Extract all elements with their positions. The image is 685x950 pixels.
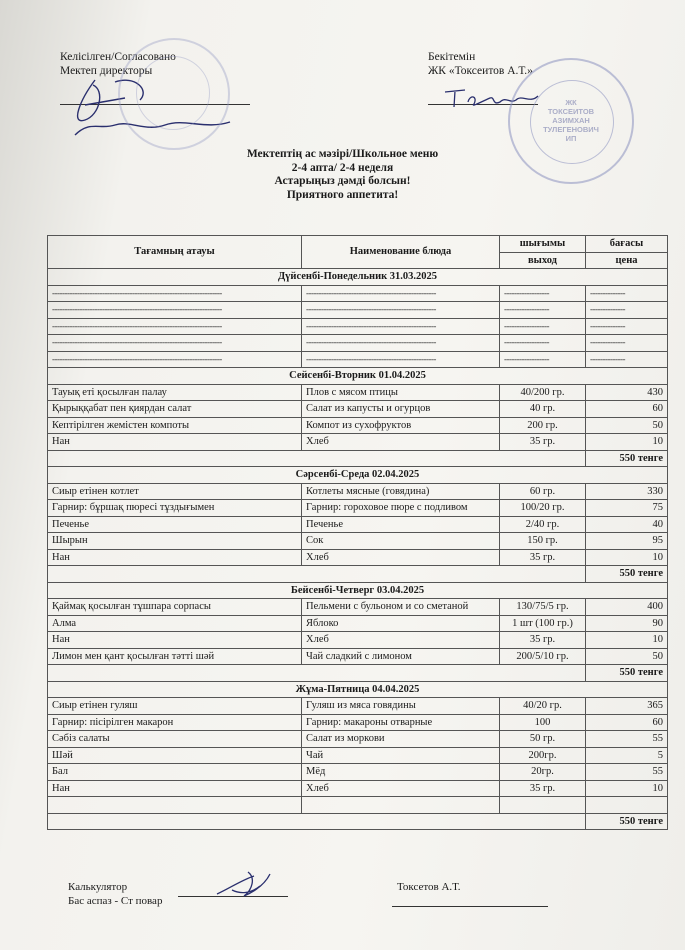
dash-cell: ---------------------------------------------------- bbox=[302, 318, 500, 335]
dish-price: 60 bbox=[586, 714, 668, 731]
day-row-friday bbox=[48, 681, 668, 698]
chef-signature bbox=[212, 868, 282, 902]
dish-output: 150 гр. bbox=[500, 533, 586, 550]
day-title: Дүйсенбі-Понедельник 31.03.2025 bbox=[48, 269, 668, 286]
school-seal bbox=[118, 38, 230, 150]
dish-kz: Қаймақ қосылған тұшпара сорпасы bbox=[48, 599, 302, 616]
chef-label: Бас аспаз - Ст повар bbox=[68, 895, 163, 907]
dish-ru: Чай bbox=[302, 747, 500, 764]
dish-kz: Гарнир: бұршақ пюресі тұздығымен bbox=[48, 500, 302, 517]
table-row bbox=[48, 351, 668, 368]
dish-ru: Яблоко bbox=[302, 615, 500, 632]
stamp-text-2: ТОКСЕИТОВ bbox=[547, 107, 595, 116]
total-row bbox=[48, 566, 668, 583]
director-label: Мектеп директоры bbox=[60, 65, 153, 77]
day-title: Бейсенбі-Четверг 03.04.2025 bbox=[48, 582, 668, 599]
dish-price: 40 bbox=[586, 516, 668, 533]
footer-name: Токсетов А.Т. bbox=[397, 881, 461, 893]
day-row-wednesday bbox=[48, 467, 668, 484]
dish-kz: Сәбіз салаты bbox=[48, 731, 302, 748]
day-row-thursday bbox=[48, 582, 668, 599]
header-price-kz: бағасы bbox=[586, 236, 668, 253]
dish-ru: Котлеты мясные (говядина) bbox=[302, 483, 500, 500]
table-row bbox=[48, 434, 668, 451]
dash-cell: -------------------------------------------------------------------- bbox=[48, 285, 302, 302]
dish-output: 40 гр. bbox=[500, 401, 586, 418]
title-line-1: Мектептің ас мәзірі/Школьное меню bbox=[246, 148, 439, 160]
table-row bbox=[48, 285, 668, 302]
table-row bbox=[48, 549, 668, 566]
total-spacer bbox=[48, 450, 586, 467]
total-row bbox=[48, 813, 668, 830]
dish-kz: Нан bbox=[48, 549, 302, 566]
dish-kz: Нан bbox=[48, 780, 302, 797]
dish-kz: Сиыр етінен котлет bbox=[48, 483, 302, 500]
dish-price: 75 bbox=[586, 500, 668, 517]
header-dish-kz: Тағамның атауы bbox=[48, 236, 302, 269]
dish-output: 35 гр. bbox=[500, 549, 586, 566]
table-row bbox=[48, 384, 668, 401]
dash-cell: -------------------------------------------------------------------- bbox=[48, 335, 302, 352]
table-header-row bbox=[48, 236, 668, 253]
dash-cell: ------------------ bbox=[500, 335, 586, 352]
menu-title bbox=[0, 148, 685, 202]
dish-price: 330 bbox=[586, 483, 668, 500]
table-row bbox=[48, 698, 668, 715]
dish-ru: Плов с мясом птицы bbox=[302, 384, 500, 401]
dish-ru: Хлеб bbox=[302, 632, 500, 649]
empty-cell bbox=[302, 797, 500, 814]
calculator-label: Калькулятор bbox=[68, 881, 128, 893]
dash-cell: ------------------ bbox=[500, 318, 586, 335]
day-total: 550 тенге bbox=[586, 450, 668, 467]
dish-price: 50 bbox=[586, 648, 668, 665]
total-spacer bbox=[48, 665, 586, 682]
total-row bbox=[48, 450, 668, 467]
dish-ru: Гуляш из мяса говядины bbox=[302, 698, 500, 715]
table-row bbox=[48, 731, 668, 748]
table-row bbox=[48, 417, 668, 434]
dish-kz: Печенье bbox=[48, 516, 302, 533]
day-title: Жұма-Пятница 04.04.2025 bbox=[48, 681, 668, 698]
table-row bbox=[48, 632, 668, 649]
table-row bbox=[48, 797, 668, 814]
day-title: Сейсенбі-Вторник 01.04.2025 bbox=[48, 368, 668, 385]
dish-output: 40/20 гр. bbox=[500, 698, 586, 715]
approval-right-block bbox=[428, 50, 533, 78]
table-row bbox=[48, 599, 668, 616]
stamp-text-1: ЖК bbox=[565, 98, 577, 107]
table-row bbox=[48, 318, 668, 335]
dish-output: 200/5/10 гр. bbox=[500, 648, 586, 665]
header-output-kz: шығымы bbox=[500, 236, 586, 253]
dash-cell: ---------------------------------------------------- bbox=[302, 302, 500, 319]
table-row bbox=[48, 500, 668, 517]
dish-ru: Компот из сухофруктов bbox=[302, 417, 500, 434]
dish-ru: Сок bbox=[302, 533, 500, 550]
header-dish-ru: Наименование блюда bbox=[302, 236, 500, 269]
day-row-tuesday bbox=[48, 368, 668, 385]
agreed-label: Келісілген/Согласовано bbox=[60, 51, 176, 63]
dish-price: 55 bbox=[586, 764, 668, 781]
dish-ru: Салат из капусты и огурцов bbox=[302, 401, 500, 418]
dash-cell: -------------------------------------------------------------------- bbox=[48, 351, 302, 368]
dish-ru: Хлеб bbox=[302, 549, 500, 566]
table-row bbox=[48, 747, 668, 764]
empty-cell bbox=[586, 797, 668, 814]
dash-cell: -------------- bbox=[586, 318, 668, 335]
table-row bbox=[48, 516, 668, 533]
dish-price: 10 bbox=[586, 434, 668, 451]
table-row bbox=[48, 764, 668, 781]
empty-cell bbox=[48, 797, 302, 814]
dish-kz: Шырын bbox=[48, 533, 302, 550]
day-total: 550 тенге bbox=[586, 665, 668, 682]
table-row bbox=[48, 302, 668, 319]
dish-kz: Бал bbox=[48, 764, 302, 781]
total-spacer bbox=[48, 813, 586, 830]
dash-cell: -------------------------------------------------------------------- bbox=[48, 318, 302, 335]
dish-price: 60 bbox=[586, 401, 668, 418]
dish-kz: Алма bbox=[48, 615, 302, 632]
approve-label: Бекітемін bbox=[428, 51, 476, 63]
header-output-ru: выход bbox=[500, 252, 586, 269]
footer-left bbox=[68, 880, 162, 908]
dish-price: 10 bbox=[586, 632, 668, 649]
dish-price: 430 bbox=[586, 384, 668, 401]
dish-output: 1 шт (100 гр.) bbox=[500, 615, 586, 632]
title-line-3: Астарыңыз дәмді болсын! bbox=[274, 175, 411, 187]
dash-cell: ------------------ bbox=[500, 302, 586, 319]
table-row bbox=[48, 335, 668, 352]
name-signature-line bbox=[392, 906, 548, 907]
dish-price: 10 bbox=[586, 549, 668, 566]
table-row bbox=[48, 483, 668, 500]
dish-ru: Мёд bbox=[302, 764, 500, 781]
stamp-text-3: АЗИМХАН bbox=[552, 116, 590, 125]
day-title: Сәрсенбі-Среда 02.04.2025 bbox=[48, 467, 668, 484]
dish-price: 50 bbox=[586, 417, 668, 434]
dish-ru: Хлеб bbox=[302, 434, 500, 451]
dish-ru: Гарнир: макароны отварные bbox=[302, 714, 500, 731]
dash-cell: ---------------------------------------------------- bbox=[302, 351, 500, 368]
dish-output: 35 гр. bbox=[500, 632, 586, 649]
dish-price: 400 bbox=[586, 599, 668, 616]
dash-cell: -------------- bbox=[586, 335, 668, 352]
table-row bbox=[48, 615, 668, 632]
dish-ru: Чай сладкий с лимоном bbox=[302, 648, 500, 665]
dish-kz: Гарнир: пісірілген макарон bbox=[48, 714, 302, 731]
dish-output: 100 bbox=[500, 714, 586, 731]
dish-output: 35 гр. bbox=[500, 434, 586, 451]
table-row bbox=[48, 780, 668, 797]
dish-kz: Шәй bbox=[48, 747, 302, 764]
dish-ru: Хлеб bbox=[302, 780, 500, 797]
dish-kz: Нан bbox=[48, 632, 302, 649]
dish-output: 2/40 гр. bbox=[500, 516, 586, 533]
empty-cell bbox=[500, 797, 586, 814]
dish-price: 365 bbox=[586, 698, 668, 715]
table-row bbox=[48, 533, 668, 550]
dish-output: 35 гр. bbox=[500, 780, 586, 797]
day-total: 550 тенге bbox=[586, 813, 668, 830]
dash-cell: ---------------------------------------------------- bbox=[302, 285, 500, 302]
dish-ru: Пельмени с бульоном и со сметаной bbox=[302, 599, 500, 616]
stamp-text-5: ИП bbox=[565, 134, 577, 143]
total-spacer bbox=[48, 566, 586, 583]
dish-output: 130/75/5 гр. bbox=[500, 599, 586, 616]
dish-ru: Печенье bbox=[302, 516, 500, 533]
dish-output: 100/20 гр. bbox=[500, 500, 586, 517]
dish-output: 40/200 гр. bbox=[500, 384, 586, 401]
dash-cell: -------------- bbox=[586, 351, 668, 368]
total-row bbox=[48, 665, 668, 682]
day-row-monday bbox=[48, 269, 668, 286]
title-line-2: 2-4 апта/ 2-4 неделя bbox=[291, 161, 394, 174]
stamp-text-4: ТУЛЕГЕНОВИЧ bbox=[543, 125, 599, 134]
table-row bbox=[48, 648, 668, 665]
dash-cell: ------------------ bbox=[500, 351, 586, 368]
title-line-4: Приятного аппетита! bbox=[286, 188, 399, 201]
dish-output: 200гр. bbox=[500, 747, 586, 764]
dash-cell: ---------------------------------------------------- bbox=[302, 335, 500, 352]
dash-cell: -------------- bbox=[586, 285, 668, 302]
day-total: 550 тенге bbox=[586, 566, 668, 583]
dish-kz: Нан bbox=[48, 434, 302, 451]
dish-price: 95 bbox=[586, 533, 668, 550]
dish-kz: Лимон мен қант қосылған тәтті шәй bbox=[48, 648, 302, 665]
dish-kz: Тауық еті қосылған палау bbox=[48, 384, 302, 401]
dish-output: 50 гр. bbox=[500, 731, 586, 748]
header-price-ru: цена bbox=[586, 252, 668, 269]
menu-table bbox=[47, 235, 668, 830]
dish-price: 90 bbox=[586, 615, 668, 632]
dash-cell: -------------------------------------------------------------------- bbox=[48, 302, 302, 319]
dish-price: 55 bbox=[586, 731, 668, 748]
dish-kz: Қырыққабат пен қиярдан салат bbox=[48, 401, 302, 418]
dish-kz: Сиыр етінен гуляш bbox=[48, 698, 302, 715]
dish-output: 200 гр. bbox=[500, 417, 586, 434]
entrepreneur-label: ЖК «Токсеитов А.Т.» bbox=[428, 65, 533, 77]
table-row bbox=[48, 714, 668, 731]
dash-cell: -------------- bbox=[586, 302, 668, 319]
dish-price: 10 bbox=[586, 780, 668, 797]
dish-output: 20гр. bbox=[500, 764, 586, 781]
dish-price: 5 bbox=[586, 747, 668, 764]
table-row bbox=[48, 401, 668, 418]
dish-output: 60 гр. bbox=[500, 483, 586, 500]
dish-kz: Кептірілген жемістен компоты bbox=[48, 417, 302, 434]
dish-ru: Салат из моркови bbox=[302, 731, 500, 748]
dash-cell: ------------------ bbox=[500, 285, 586, 302]
dish-ru: Гарнир: гороховое пюре с подливом bbox=[302, 500, 500, 517]
